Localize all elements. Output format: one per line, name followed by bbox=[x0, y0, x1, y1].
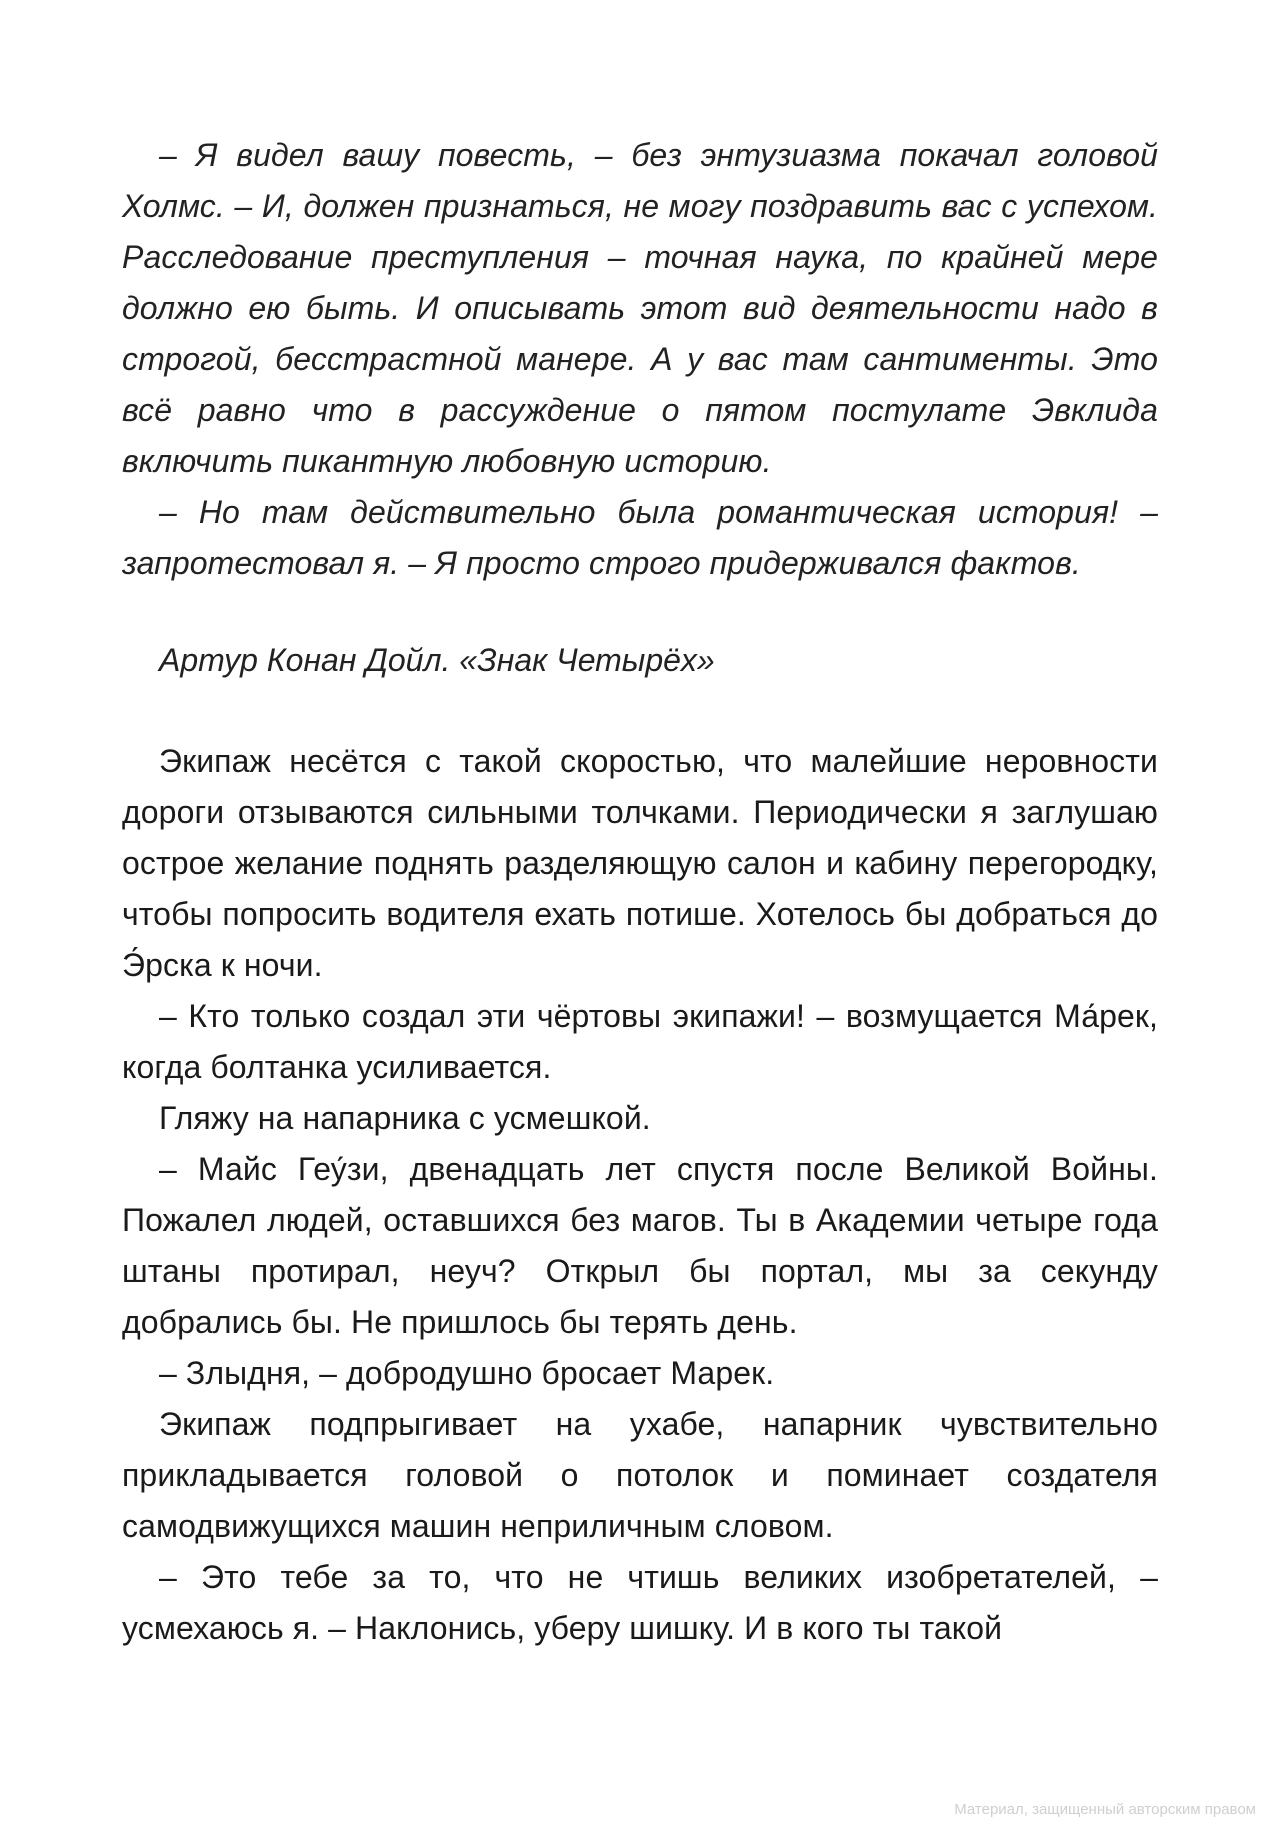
book-page bbox=[122, 130, 1158, 1654]
text-paragraph: – Злыдня, – добродушно бросает Марек. bbox=[159, 1355, 775, 1391]
text-paragraph: – Кто только создал эти чёртовы экипажи! – возмущается Ма́рек, когда болтанка усиливается. bbox=[122, 998, 1158, 1085]
text-paragraph: Экипаж подпрыгивает на ухабе, напарник чувствительно прикладывается головой о потолок и поминает создателя самодвижущихся машин неприличным словом. bbox=[122, 1406, 1158, 1544]
text-paragraph: Экипаж несётся с такой скоростью, что малейшие неровности дороги отзываются сильными толчками. Периодически я заглушаю острое желание поднять разделяющую салон и кабину перегородку, чтобы попросить водителя ехать потише. Хотелось бы добраться до Э́рска к ночи. bbox=[122, 743, 1158, 983]
chapter-text bbox=[122, 736, 1158, 1654]
epigraph bbox=[122, 130, 1158, 589]
text-paragraph: – Это тебе за то, что не чтишь великих изобретателей, – усмехаюсь я. – Наклонись, уберу шишку. И в кого ты такой bbox=[122, 1559, 1158, 1646]
epigraph-paragraph: – Но там действительно была романтическая история! – запротестовал я. – Я просто строго придерживался фактов. bbox=[122, 494, 1158, 581]
epigraph-attribution: Артур Конан Дойл. «Знак Четырёх» bbox=[159, 642, 715, 678]
epigraph-paragraph: – Я видел вашу повесть, – без энтузиазма покачал головой Холмс. – И, должен признаться, не могу поздравить вас с успехом. Расследование преступления – точная наука, по крайней мере должно ею быть. И описывать этот вид деятельности надо в строгой, бесстрастной манере. А у вас там сантименты. Это всё равно что в рассуждение о пятом постулате Эвклида включить пикантную любовную историю. bbox=[122, 137, 1158, 479]
text-paragraph: – Майс Геу́зи, двенадцать лет спустя после Великой Войны. Пожалел людей, оставшихся без магов. Ты в Академии четыре года штаны протирал, неуч? Открыл бы портал, мы за секунду добрались бы. Не пришлось бы терять день. bbox=[122, 1151, 1158, 1340]
text-paragraph: Гляжу на напарника с усмешкой. bbox=[159, 1100, 651, 1136]
copyright-watermark: Материал, защищенный авторским правом bbox=[954, 1801, 1256, 1818]
